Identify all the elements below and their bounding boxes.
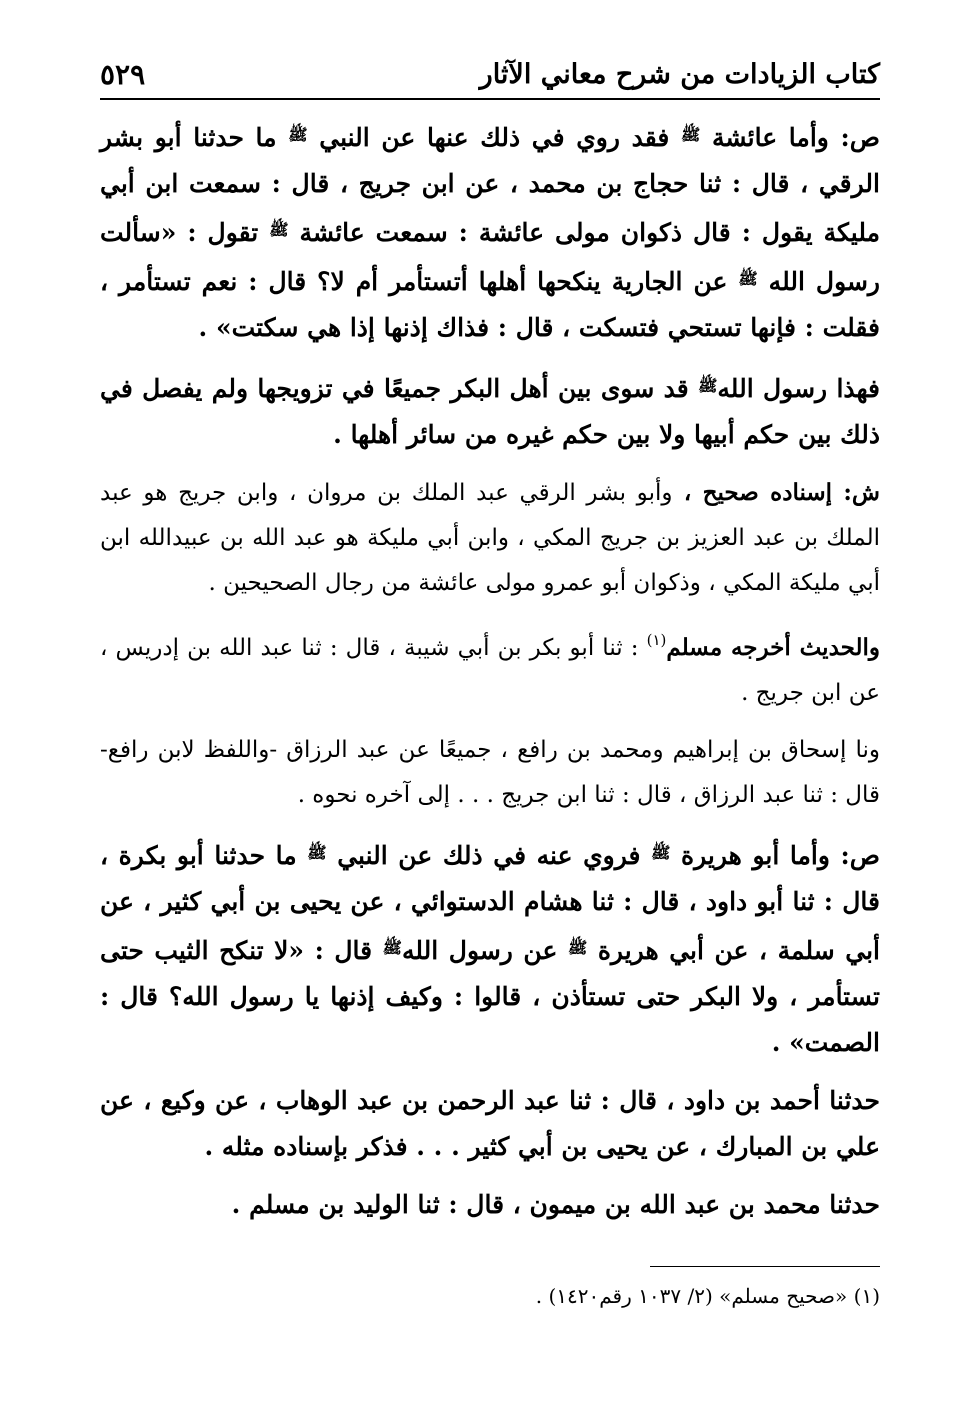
- paragraph-ahmad-chain: [100, 1078, 880, 1170]
- paragraph-abu-hurayra-hadith: [100, 830, 880, 1066]
- footnote-reference: (١): [646, 631, 667, 649]
- honorific-glyph: ﷺ: [567, 938, 588, 957]
- text-segment: تقول : «سألت رسول الله: [100, 218, 881, 296]
- text-segment: وأبو بشر الرقي عبد الملك بن مروان ، وابن جريج هو عبد الملك بن عبد العزيز بن جريج المكي ، وابن أبي مليكة هو عبد الله بن عبيدالله ابن أبي مليكة المكي ، وذكوان أبو عمرو مولى عائشة من رجال الصحيحين .: [100, 480, 880, 596]
- text-segment: فقد روي في ذلك عنها عن النبي: [307, 123, 681, 152]
- header-divider: [100, 98, 880, 100]
- honorific-glyph: ﷺ: [698, 376, 718, 395]
- honorific-glyph: ﷺ: [651, 843, 671, 862]
- honorific-glyph: ﷺ: [307, 843, 327, 862]
- text-segment: وأما عائشة: [700, 123, 829, 152]
- text-segment: ما حدثنا أبو بشر الرقي ، قال : ثنا حجاج بن محمد ، عن ابن جريج ، قال : سمعت ابن أبي مليكة يقول : قال ذكوان مولى عائشة : سمعت عائشة: [100, 123, 880, 247]
- text-segment: عن الجارية ينكحها أهلها أتستأمر أم لا؟ قال : نعم تستأمر ، فقلت : فإنها تستحي فتسكت ، قال : فذاك إذنها إذا هي سكتت» .: [100, 267, 880, 342]
- section-marker: ص:: [828, 123, 880, 152]
- honorific-glyph: ﷺ: [382, 938, 402, 957]
- paragraph-aisha-hadith: [100, 112, 880, 351]
- section-marker: ص:: [829, 841, 880, 870]
- text-segment: عن رسول الله: [401, 936, 568, 965]
- text-segment: : ثنا أبو بكر بن أبي شيبة ، قال : ثنا عبد الله بن إدريس ، عن ابن جريج .: [100, 635, 880, 706]
- text-segment: حدثنا محمد بن عبد الله بن ميمون ، قال : ثنا الوليد بن مسلم .: [231, 1190, 880, 1219]
- text-segment: قد سوى بين أهل البكر جميعًا في تزويجها ولم يفصل في ذلك بين حكم أبيها ولا بين حكم غيره من سائر أهلها .: [100, 374, 880, 449]
- main-text: [100, 112, 880, 1240]
- text-segment: ونا إسحاق بن إبراهيم ومحمد بن رافع ، جميعًا عن عبد الرزاق -واللفظ لابن رافع- قال : ثنا عبد الرزاق ، قال : ثنا ابن جريج . . . إلى آخره نحوه .: [100, 737, 880, 808]
- text-segment: فهذا رسول الله: [717, 374, 880, 403]
- paragraph-isnad-commentary: [100, 470, 880, 606]
- text-segment: قال : «لا تنكح الثيب حتى تستأمر ، ولا البكر حتى تستأذن ، قالوا : وكيف إذنها يا رسول الله؟ قال : الصمت» .: [100, 936, 880, 1057]
- page-number: ٥٢٩: [100, 57, 146, 91]
- text-segment: فروي عنه في ذلك عن النبي: [326, 841, 652, 870]
- paragraph-conclusion: [100, 363, 880, 458]
- text-segment: حدثنا أحمد بن داود ، قال : ثنا عبد الرحمن بن عبد الوهاب ، عن وكيع ، عن علي بن المبارك ، عن يحيى بن أبي كثير . . . فذكر بإسناده مثله .: [100, 1086, 880, 1161]
- paragraph-muhammad-chain: [100, 1182, 880, 1228]
- lead-phrase: والحديث أخرجه مسلم: [666, 634, 880, 661]
- section-marker: ش: إسناده صحيح ،: [672, 479, 880, 506]
- honorific-glyph: ﷺ: [680, 125, 701, 144]
- footnote: (١) «صحيح مسلم» (٢/ ١٠٣٧ رقم١٤٢٠) .: [535, 1284, 880, 1308]
- paragraph-second-chain: [100, 728, 880, 818]
- honorific-glyph: ﷺ: [288, 125, 308, 144]
- page-header: [100, 52, 880, 96]
- book-title: كتاب الزيادات من شرح معاني الآثار: [479, 58, 880, 90]
- honorific-glyph: ﷺ: [738, 269, 758, 288]
- paragraph-muslim-reference: [100, 618, 880, 716]
- footnote-divider: [650, 1266, 880, 1267]
- text-segment: وأما أبو هريرة: [670, 841, 830, 870]
- honorific-glyph: ﷺ: [269, 220, 289, 239]
- text-segment: ما حدثنا أبو بكرة ، قال : ثنا أبو داود ، قال : ثنا هشام الدستوائي ، عن يحيى بن أبي كثير ، عن أبي سلمة ، عن أبي هريرة: [100, 841, 880, 965]
